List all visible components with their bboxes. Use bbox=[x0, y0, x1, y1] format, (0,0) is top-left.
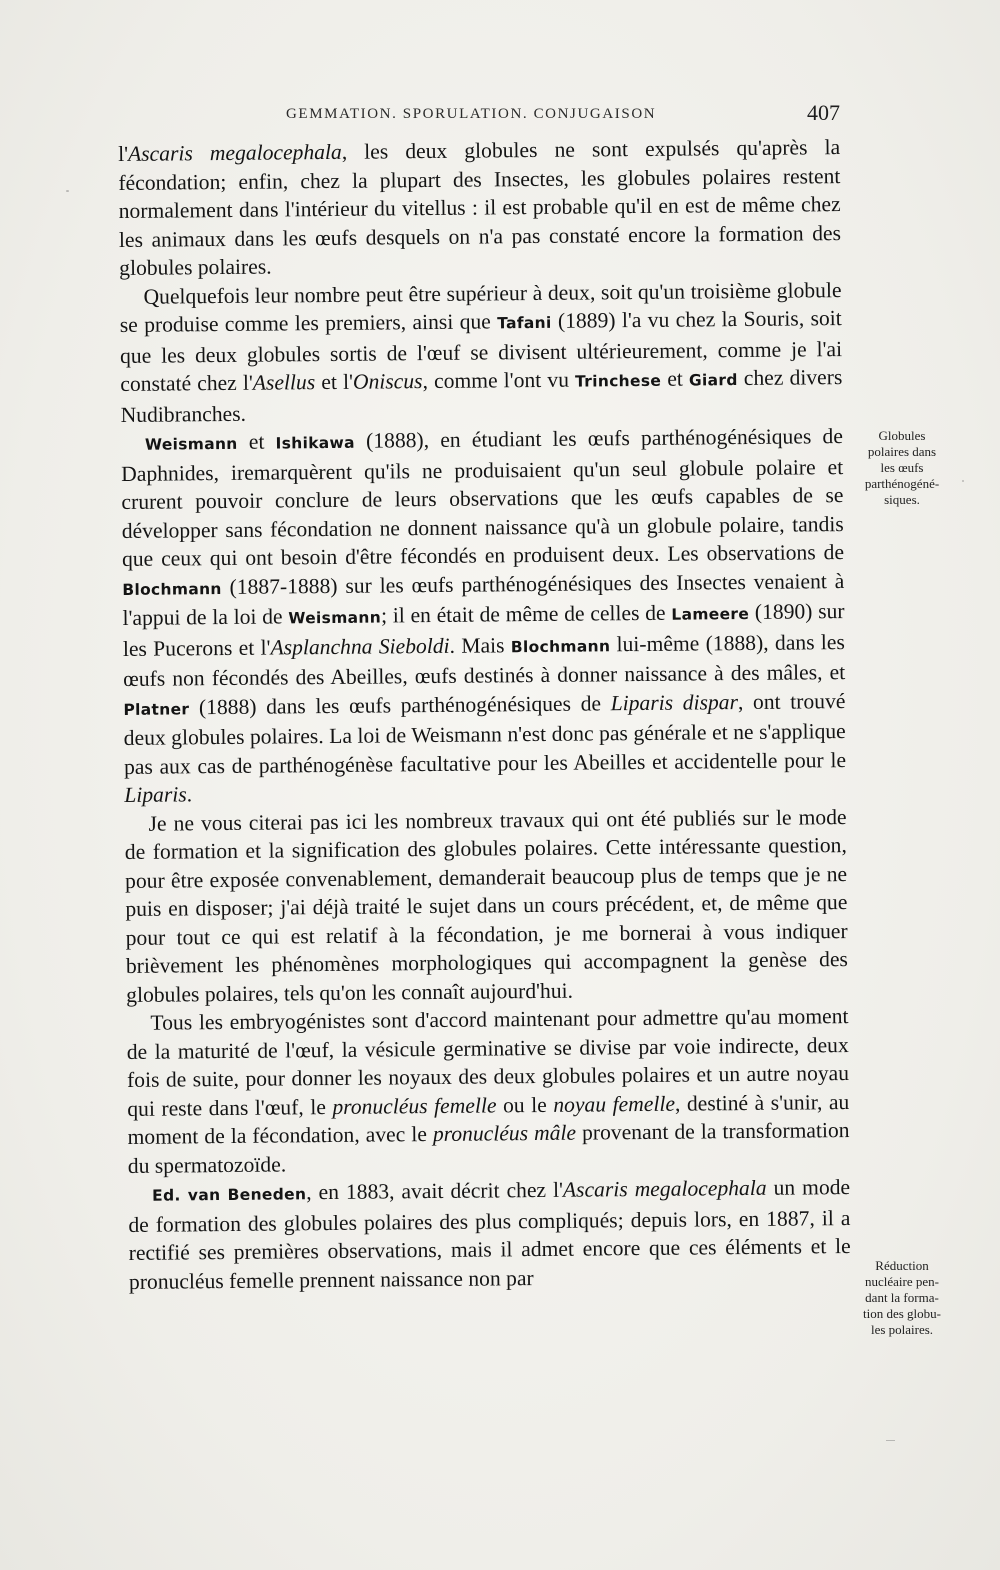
author-name: Tafani bbox=[497, 313, 552, 333]
author-name: Lameere bbox=[671, 604, 750, 624]
paper-speck bbox=[66, 190, 69, 192]
author-name: Blochmann bbox=[510, 636, 611, 656]
page-number: 407 bbox=[807, 100, 840, 125]
text-run: et bbox=[660, 366, 690, 391]
text-run: lui-même (1888), dans les œufs non fécondés des Abeilles, œufs destinés à donner naissance à des mâles, et bbox=[123, 629, 846, 691]
paragraph-5 bbox=[126, 1002, 850, 1180]
technical-term: pronucléus mâle bbox=[432, 1120, 577, 1147]
paragraph-4 bbox=[124, 803, 848, 1009]
species-name: Ascaris megalocephala bbox=[127, 139, 342, 166]
author-name: Trinchese bbox=[575, 371, 662, 391]
author-name: Weismann bbox=[288, 608, 382, 628]
margin-note-globules bbox=[846, 428, 958, 508]
text-run: et l' bbox=[315, 369, 354, 395]
text-run: Tous les embryogénistes sont d'accord maintenant pour admettre qu'au moment de la maturité de l'œuf, la vésicule germinative se divise par voie indirecte, deux fois de suite, pour donner les noyaux des deux globules polaires et un autre noyau qui reste dans l'œuf, le bbox=[126, 1004, 850, 1121]
paragraph-6 bbox=[128, 1173, 851, 1296]
text-run: , ont trouvé deux globules polaires. La loi de Weismann n'est donc pas générale et ne s'applique pas aux cas de parthénogénèse facultative pour les Abeilles et accidentelle pour le bbox=[123, 688, 847, 779]
margin-note-line: tion des globu- bbox=[863, 1306, 941, 1321]
text-run: (1889) l'a vu chez la Souris, soit que les deux globules sortis de l'œuf se divisent ultérieurement, comme je l'ai constaté chez l' bbox=[119, 306, 843, 396]
species-name: Asellus bbox=[252, 370, 316, 395]
margin-note-line: siques. bbox=[884, 492, 920, 507]
text-run: provenant de la transformation du spermatozoïde. bbox=[127, 1118, 850, 1178]
author-name: Giard bbox=[688, 371, 738, 390]
text-run: (1888), en étudiant les œufs parthénogénésiques de Daphnides, iremarquèrent qu'ils ne produisaient qu'un seul globule polaire et crurent pouvoir conclure de leurs observations que les œufs capables de se développer sans fécondation ne donnent naissance qu'à un globule polaire, tandis que ceux qui ont besoin d'être fécondés en produisent deux. Les observations de bbox=[121, 424, 845, 571]
margin-note-line: polaires dans bbox=[867, 444, 937, 459]
text-run: un mode de formation des globules polaires des plus compliqués; depuis lors, en 1887, il a rectifié ses premières observations, mais il admet encore que ces éléments et le pronucléus femelle prennent naissance non par bbox=[128, 1175, 851, 1294]
species-name: Ascaris megalocephala bbox=[562, 1175, 767, 1202]
running-title: GEMMATION. SPORULATION. CONJUGAISON bbox=[286, 106, 657, 122]
text-run: , destiné à s'unir, au moment de la fécondation, avec le bbox=[127, 1089, 850, 1149]
margin-note-reduction bbox=[846, 1258, 958, 1338]
text-run: Je ne vous citerai pas ici les nombreux travaux qui ont été publiés sur le mode de formation et la signification des globules polaires. Cette intéressante question, pour être exposée convenablement, demanderait beaucoup plus de temps que je ne puis en disposer; j'ai déjà traité le sujet dans un cours précédent, et, de même que pour tout ce qui est relatif à la fécondation, je me bornerai à vous indiquer brièvement les phénomènes morphologiques qui accompagnent la genèse des globules polaires, tels qu'on les connaît aujourd'hui. bbox=[124, 804, 849, 1007]
text-run: , comme l'ont vu bbox=[422, 367, 576, 394]
paragraph-2 bbox=[119, 276, 842, 429]
text-run: . bbox=[186, 782, 193, 807]
margin-note-line: les œufs bbox=[880, 460, 924, 475]
text-run: (1888) dans les œufs parthénogénésiques de bbox=[189, 690, 611, 719]
text-run: , les deux globules ne sont expulsés qu'après la fécondation; enfin, chez la plupart des Insectes, les globules polaires restent normalement dans l'intérieur du vitellus : il est probable qu'il en est de même chez les animaux dans les œufs desquels on n'a pas constaté encore la formation des globules polaires. bbox=[118, 135, 842, 280]
text-run: , en 1883, avait décrit chez l' bbox=[306, 1177, 564, 1205]
text-run: (1887-1888) sur les œufs parthénogénésiques des Insectes venaient à l'appui de la loi de bbox=[122, 568, 845, 630]
species-name: Oniscus bbox=[352, 369, 423, 394]
species-name: Liparis bbox=[124, 782, 187, 807]
text-run: ou le bbox=[496, 1092, 554, 1117]
text-run: l' bbox=[118, 141, 129, 166]
author-name: Ed. van Beneden bbox=[152, 1185, 307, 1205]
margin-note-line: Globules bbox=[878, 428, 926, 443]
margin-note-line: Réduction bbox=[875, 1258, 929, 1273]
paper-speck bbox=[962, 480, 964, 482]
technical-term: pronucléus femelle bbox=[332, 1092, 497, 1119]
margin-note-line: nucléaire pen- bbox=[865, 1274, 939, 1289]
author-name: Platner bbox=[123, 699, 190, 719]
paper-speck bbox=[540, 1050, 543, 1053]
paper-speck bbox=[886, 1440, 895, 1441]
text-run: chez divers Nudibranches. bbox=[120, 365, 843, 427]
margin-note-line: parthénogéné- bbox=[864, 476, 940, 491]
author-name: Blochmann bbox=[122, 579, 222, 599]
margin-note-line: les polaires. bbox=[870, 1322, 934, 1337]
species-name: Asplanchna Sieboldi bbox=[270, 633, 450, 660]
species-name: Liparis dispar bbox=[610, 689, 739, 715]
text-run: Quelquefois leur nombre peut être supérieur à deux, soit qu'un troisième globule se produise comme les premiers, ainsi que bbox=[119, 277, 842, 337]
technical-term: noyau femelle bbox=[553, 1091, 676, 1117]
paragraph-1 bbox=[118, 133, 841, 282]
margin-note-line: dant la forma- bbox=[865, 1290, 939, 1305]
author-name: Weismann bbox=[144, 434, 238, 454]
body-text bbox=[118, 133, 851, 1296]
text-run: . Mais bbox=[449, 632, 511, 658]
author-name: Ishikawa bbox=[275, 433, 355, 453]
text-run: ; il en était de même de celles de bbox=[380, 600, 672, 628]
text-run: (1890) sur les Pucerons et l' bbox=[122, 599, 845, 661]
text-run: et bbox=[237, 429, 276, 454]
paragraph-3 bbox=[121, 422, 847, 809]
